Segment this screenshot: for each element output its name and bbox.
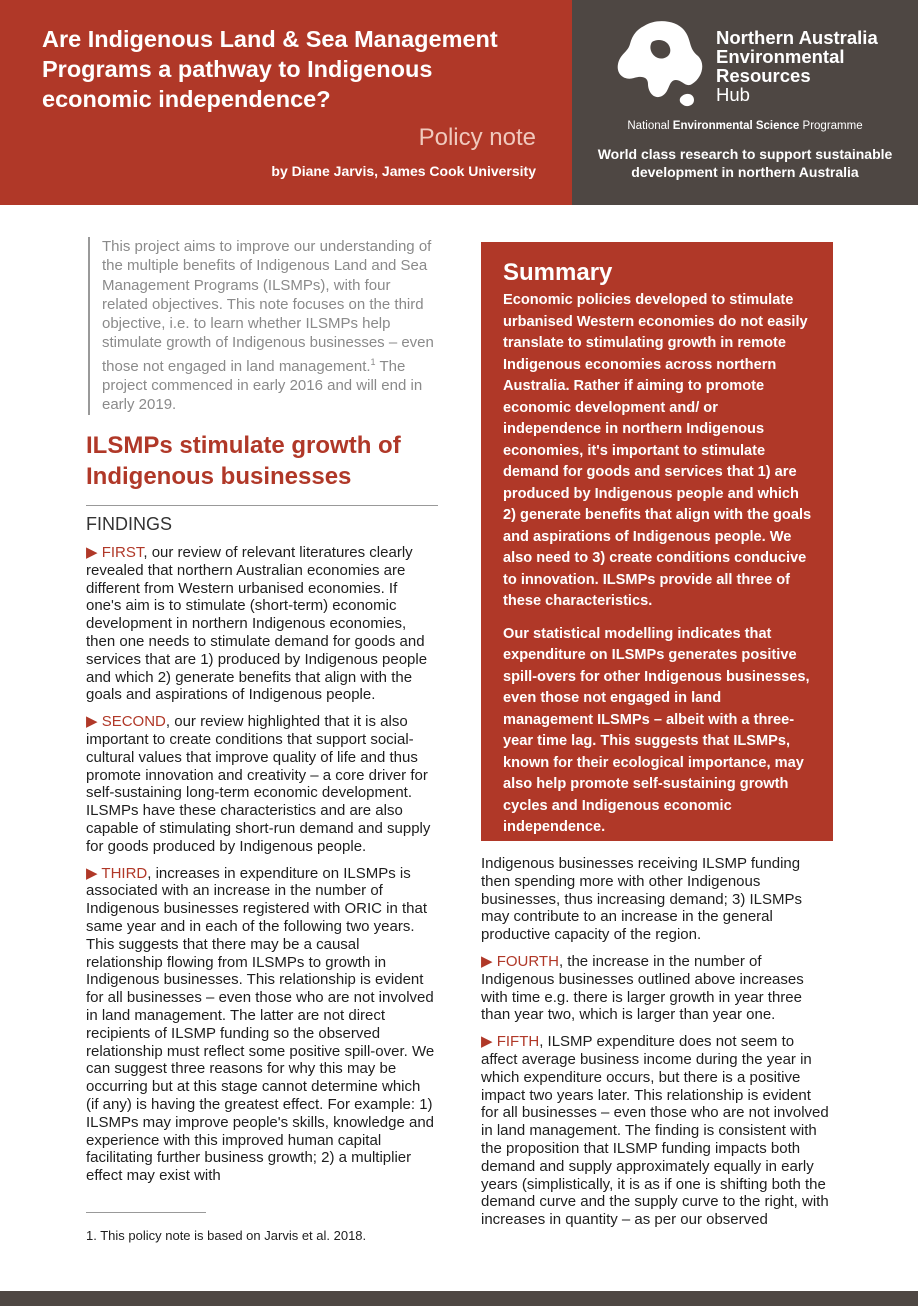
- tagline: World class research to support sustainable development in northern Australia: [597, 146, 893, 180]
- program-suffix: Programme: [802, 120, 863, 132]
- program-name: [572, 120, 918, 132]
- finding-second-lead: ▶ SECOND: [86, 713, 166, 731]
- footnote-ref: 1: [370, 356, 376, 367]
- finding-first-lead: ▶ FIRST: [86, 544, 144, 561]
- summary-paragraph-2: Our statistical modelling indicates that expenditure on ILSMPs generates positive spill-overs for other Indigenous businesses, even those not engaged in land management ILSMPs – albeit with a three-year time lag. This suggests that ILSMPs, known for their ecological importance, may also help promote self-sustaining growth cycles and Indigenous economic independence.: [503, 625, 810, 835]
- section-title: ILSMPs stimulate growth of Indigenous businesses: [86, 432, 401, 490]
- hub-logo-icon: [612, 18, 708, 112]
- finding-third: [86, 865, 436, 1185]
- findings-column-left: [86, 544, 436, 1194]
- finding-first: [86, 544, 436, 704]
- finding-fifth-lead: ▶ FIFTH: [481, 1033, 540, 1051]
- footnote: 1. This policy note is based on Jarvis et al. 2018.: [86, 1228, 367, 1243]
- finding-third-lead: ▶ THIRD: [86, 864, 148, 882]
- finding-fifth-text: , ILSMP expenditure does not seem to affect average business income during the year in which expenditure occurs, but there is a positive impact two years later. This relationship is evident for all businesses – even those who are not involved in land management. The finding is consistent with the proposition that ILSMP funding impacts both demand and supply approximately equally in early years (simplistically, it is as if one is shifting both the demand curve and the supply curve to the right, with increases in quantity – as per our observed: [481, 1033, 829, 1229]
- org-name-line-3: Resources: [716, 65, 811, 86]
- finding-fifth: [481, 1033, 831, 1229]
- summary-heading: Summary: [503, 259, 613, 286]
- finding-third-text: , increases in expenditure on ILSMPs is associated with an increase in the number of Indigenous businesses registered with ORIC in that same year and in each of the following two years. This suggests that there may be a causal relationship flowing from ILSMPs to growth in Indigenous businesses. This relationship is evident for all businesses – even those who are not involved in land management. The latter are not direct recipients of ILSMP funding so the observed relationship must reflect some positive spill-over. We can suggest three reasons for why this may be occurring but at this stage cannot determine which (if any) is having the greatest effect. For example: 1) ILSMPs may improve people's skills, knowledge and experience with this improved human capital facilitating further business growth; 2) a multiplier effect may exist with: [86, 864, 435, 1185]
- program-bold: Environmental Science: [672, 120, 800, 132]
- findings-label: FINDINGS: [86, 514, 173, 534]
- summary-paragraph-1: Economic policies developed to stimulate urbanised Western economies do not easily translate to stimulating growth in remote Indigenous economies across northern Australia. Rather if aiming to promote economic development and/ or independence in northern Indigenous economies, it's important to stimulate demand for goods and services that 1) are produced by Indigenous people and which 2) generate benefits that align with the goals and aspirations of Indigenous people. We also need to 3) create conditions conducive to innovation. ILSMPs provide all three of these characteristics.: [503, 292, 812, 609]
- bottom-bar: [0, 1291, 918, 1306]
- finding-second: [86, 713, 436, 855]
- org-name-hub: Hub: [716, 84, 750, 105]
- footnote-divider: [86, 1212, 206, 1213]
- finding-fourth: [481, 953, 831, 1024]
- org-name: [716, 28, 878, 85]
- finding-second-text: , our review highlighted that it is also important to create conditions that support social-cultural values that improve quality of life and thus promote innovation and creativity – a core driver for self-sustaining long-term economic development. ILSMPs have these characteristics and are also capable of stimulating short-run demand and supply for goods produced by Indigenous people.: [86, 713, 431, 855]
- header-banner: [0, 0, 572, 205]
- summary-box: [481, 242, 833, 841]
- divider: [86, 505, 438, 506]
- intro-text: This project aims to improve our understanding of the multiple benefits of Indigenous Land and Sea Management Programs (ILSMPs), with four related objectives. This note focuses on the third objective, i.e. to learn whether ILSMPs help stimulate growth of Indigenous businesses – even those not engaged in land management.: [102, 238, 434, 375]
- finding-fourth-text: , the increase in the number of Indigenous businesses outlined above increases with time e.g. there is larger growth in year three than year two, which is larger than year one.: [481, 952, 804, 1024]
- org-name-line-2: Environmental: [716, 46, 845, 67]
- document-type: Policy note: [418, 124, 536, 151]
- intro-text-end: The project commenced in early 2016 and will end in early 2019.: [102, 357, 423, 414]
- page-title: Are Indigenous Land & Sea Management Programs a pathway to Indigenous economic independence?: [42, 26, 498, 112]
- finding-fourth-lead: ▶ FOURTH: [481, 952, 559, 970]
- program-prefix: National: [627, 120, 670, 132]
- findings-column-right: [481, 855, 831, 1238]
- project-intro: [88, 237, 438, 415]
- finding-first-text: , our review of relevant literatures clearly revealed that northern Australian economies are different from Western urbanised economies. If one's aim is to stimulate (short-term) economic development in northern Indigenous economies, then one needs to stimulate demand for goods and services that are 1) produced by Indigenous people and which 2) generate benefits that align with the goals and aspirations of Indigenous people.: [86, 544, 428, 704]
- org-name-line-1: Northern Australia: [716, 27, 878, 48]
- byline: by Diane Jarvis, James Cook University: [271, 163, 536, 179]
- finding-third-continued: Indigenous businesses receiving ILSMP funding then spending more with other Indigenous businesses, thus increasing demand; 3) ILSMPs may contribute to an increase in the general productive capacity of the region.: [481, 855, 802, 944]
